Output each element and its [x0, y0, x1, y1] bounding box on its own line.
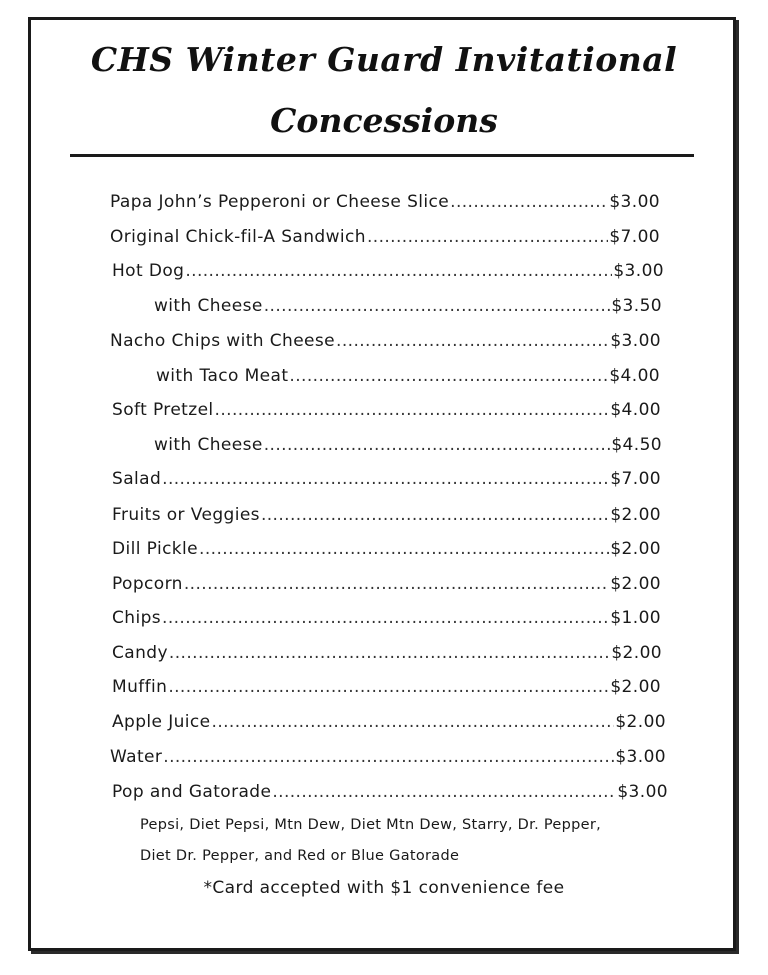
menu-item	[110, 227, 660, 253]
leader-dots	[163, 747, 614, 767]
menu-item	[112, 261, 664, 287]
drinks-list-line1: Pepsi, Diet Pepsi, Mtn Dew, Diet Mtn Dew, Starry, Dr. Pepper,	[140, 817, 602, 833]
item-name: Hot Dog	[112, 261, 185, 281]
leader-dots	[212, 712, 615, 732]
item-name: Pop and Gatorade	[112, 782, 272, 802]
menu-item	[112, 400, 661, 426]
leader-dots	[162, 608, 609, 628]
item-price: $4.00	[609, 366, 660, 386]
menu-item	[112, 574, 661, 600]
item-price: $3.00	[615, 747, 666, 767]
page-subtitle: Concessions	[270, 101, 498, 140]
item-price: $2.00	[610, 539, 661, 559]
leader-dots	[261, 505, 609, 525]
menu-item	[156, 366, 660, 392]
item-name: Papa John’s Pepperoni or Cheese Slice	[110, 192, 450, 212]
leader-dots	[162, 469, 609, 489]
item-name: with Taco Meat	[156, 366, 289, 386]
item-price: $1.00	[610, 608, 661, 628]
menu-item	[112, 539, 661, 565]
menu-item	[112, 712, 666, 738]
item-price: $3.00	[613, 261, 664, 281]
item-name: Soft Pretzel	[112, 400, 214, 420]
item-name: Candy	[112, 643, 168, 663]
item-name: Nacho Chips with Cheese	[110, 331, 336, 351]
item-name: Apple Juice	[112, 712, 211, 732]
item-name: Fruits or Veggies	[112, 505, 260, 525]
item-name: with Cheese	[154, 435, 263, 455]
leader-dots	[336, 331, 609, 351]
menu-item	[110, 747, 666, 773]
menu-item	[154, 296, 662, 322]
leader-dots	[264, 296, 611, 316]
item-name: Chips	[112, 608, 162, 628]
item-name: Salad	[112, 469, 162, 489]
leader-dots	[215, 400, 610, 420]
menu-item	[110, 192, 660, 218]
title-divider	[70, 154, 694, 157]
leader-dots	[185, 261, 612, 281]
menu-item	[112, 608, 661, 634]
menu-item	[112, 469, 661, 495]
item-price: $7.00	[610, 469, 661, 489]
menu-item	[154, 435, 662, 461]
menu-item	[112, 505, 661, 531]
item-price: $7.00	[609, 227, 660, 247]
item-name: Dill Pickle	[112, 539, 199, 559]
page-title: CHS Winter Guard Invitational	[90, 40, 678, 79]
leader-dots	[367, 227, 608, 247]
item-price: $3.50	[611, 296, 662, 316]
item-price: $3.00	[609, 192, 660, 212]
leader-dots	[199, 539, 609, 559]
item-name: Water	[110, 747, 163, 767]
item-name: Popcorn	[112, 574, 183, 594]
item-name: with Cheese	[154, 296, 263, 316]
item-name: Muffin	[112, 677, 168, 697]
item-price: $4.50	[611, 435, 662, 455]
leader-dots	[289, 366, 608, 386]
item-name: Original Chick-fil-A Sandwich	[110, 227, 366, 247]
item-price: $2.00	[610, 505, 661, 525]
leader-dots	[264, 435, 611, 455]
item-price: $2.00	[610, 677, 661, 697]
card-fee-note: *Card accepted with $1 convenience fee	[203, 878, 565, 898]
item-price: $2.00	[615, 712, 666, 732]
menu-item	[112, 677, 661, 703]
leader-dots	[168, 677, 609, 697]
leader-dots	[169, 643, 610, 663]
leader-dots	[184, 574, 609, 594]
item-price: $2.00	[610, 574, 661, 594]
menu-item	[112, 782, 668, 808]
item-price: $2.00	[611, 643, 662, 663]
menu-item	[110, 331, 661, 357]
item-price: $3.00	[617, 782, 668, 802]
menu-item	[112, 643, 662, 669]
item-price: $3.00	[610, 331, 661, 351]
drinks-list-line2: Diet Dr. Pepper, and Red or Blue Gatorade	[140, 848, 460, 864]
leader-dots	[450, 192, 608, 212]
leader-dots	[272, 782, 616, 802]
item-price: $4.00	[610, 400, 661, 420]
